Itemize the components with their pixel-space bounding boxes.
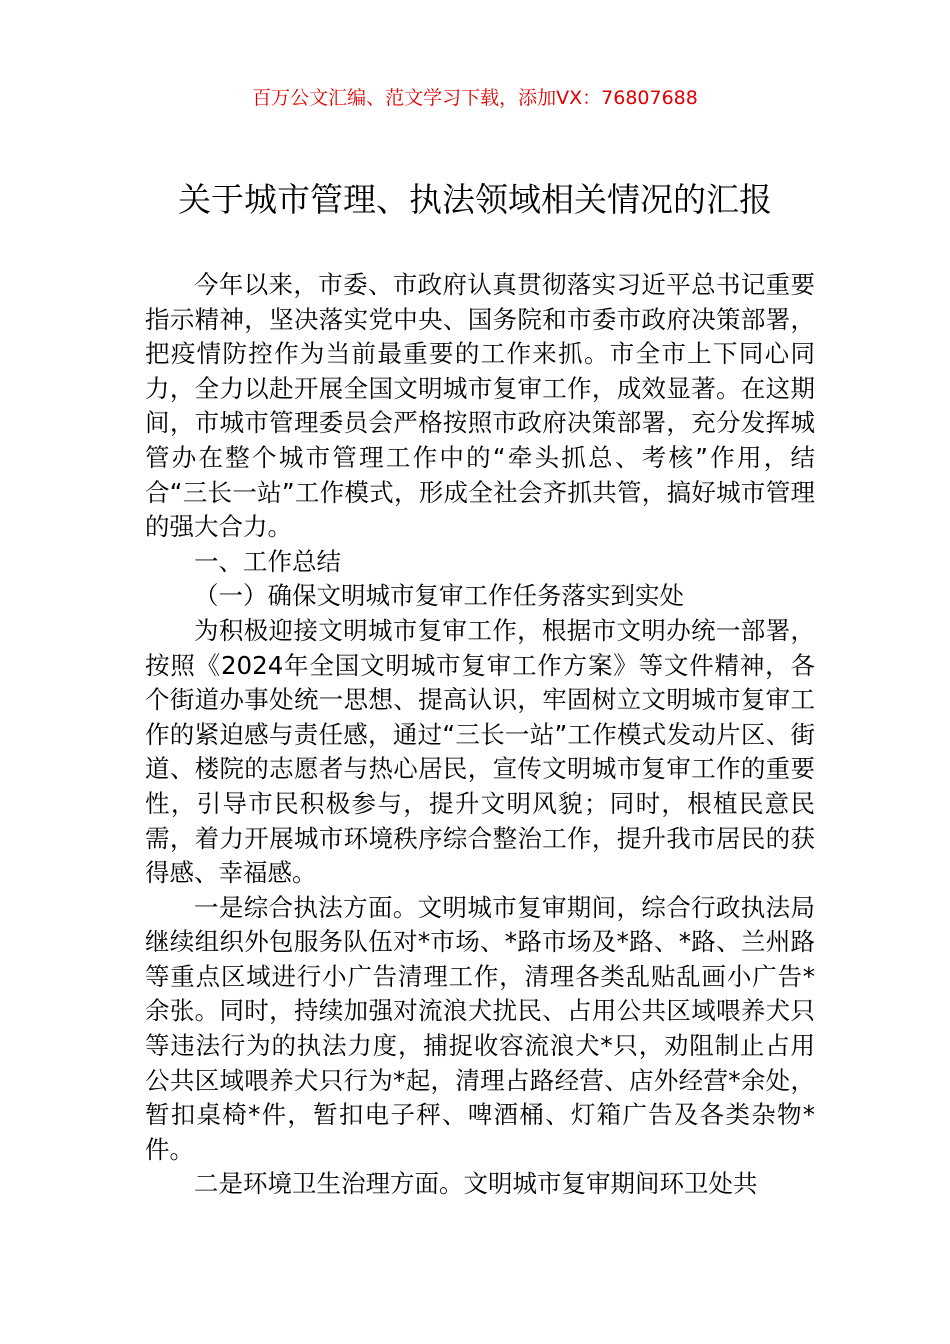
section-heading-work-summary: 一、工作总结 <box>194 546 341 576</box>
document-title: 关于城市管理、执法领域相关情况的汇报 <box>178 180 772 219</box>
paragraph-civilization-review: 为积极迎接文明城市复审工作，根据市文明办统一部署，按照《2024年全国文明城市复审工作方案》等文件精神，各个街道办事处统一思想、提高认识，牢固树立文明城市复审工作的紧迫感与责任感，通过“三长一站”工作模式发动片区、街道、楼院的志愿者与热心居民，宣传文明城市复审工作的重要性，引导市民积极参与，提升文明风貌；同时，根植民意民需，着力开展城市环境秩序综合整治工作，提升我市居民的获得感、幸福感。 <box>145 615 815 888</box>
paragraph-law-enforcement: 一是综合执法方面。文明城市复审期间，综合行政执法局继续组织外包服务队伍对*市场、*路市场及*路、*路、兰州路等重点区域进行小广告清理工作，清理各类乱贴乱画小广告*余张。同时，持续加强对流浪犬扰民、占用公共区域喂养犬只等违法行为的执法力度，捕捉收容流浪犬*只，劝阻制止占用公共区域喂养犬只行为*起，清理占路经营、店外经营*余处，暂扣桌椅*件，暂扣电子秤、啤酒桶、灯箱广告及各类杂物*件。 <box>145 892 815 1164</box>
subsection-heading-1: （一）确保文明城市复审工作任务落实到实处 <box>194 581 684 611</box>
watermark-text: 百万公文汇编、范文学习下载，添加VX：76807688 <box>252 87 698 109</box>
paragraph-intro: 今年以来，市委、市政府认真贯彻落实习近平总书记重要指示精神，坚决落实党中央、国务院和市委市政府决策部署，把疫情防控作为当前最重要的工作来抓。市全市上下同心同力，全力以赴开展全国文明城市复审工作，成效显著。在这期间，市城市管理委员会严格按照市政府决策部署，充分发挥城管办在整个城市管理工作中的“牵头抓总、考核”作用，结合“三长一站”工作模式，形成全社会齐抓共管，搞好城市管理的强大合力。 <box>145 270 815 542</box>
paragraph-sanitation: 二是环境卫生治理方面。文明城市复审期间环卫处共 <box>194 1169 758 1199</box>
document-body <box>145 268 815 1202</box>
